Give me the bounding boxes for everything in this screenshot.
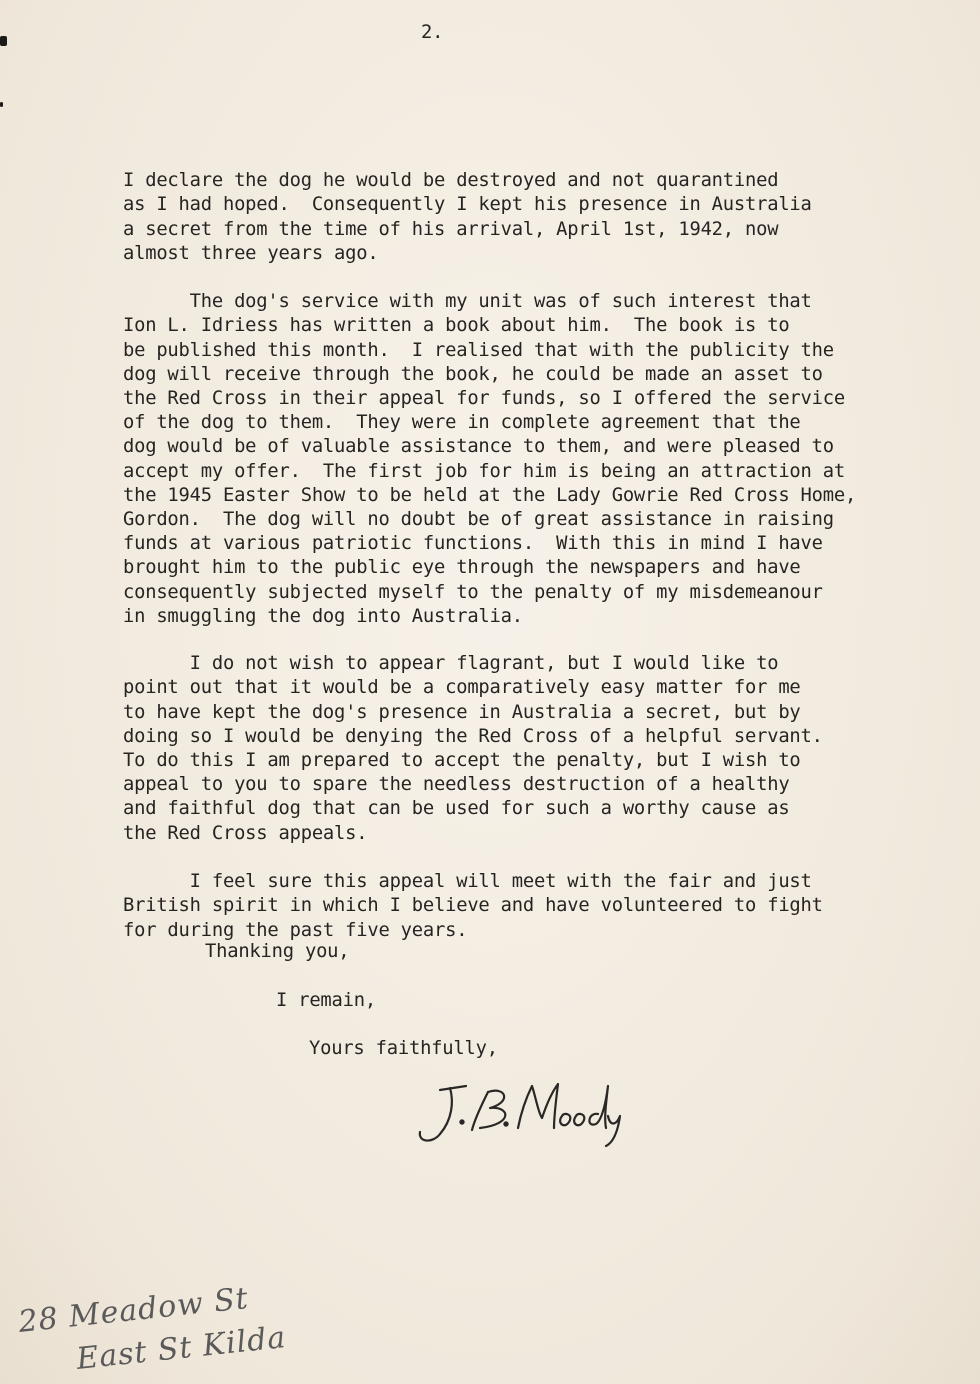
paragraph-3 [123, 628, 923, 846]
text-line: I declare the dog he would be destroyed and not quarantined [123, 170, 779, 192]
text-line: I feel sure this appeal will meet with the fair and just [123, 871, 812, 893]
text-line: be published this month. I realised that with the publicity the [123, 339, 834, 361]
closing-thanks: Thanking you, [205, 941, 350, 962]
text-line: a secret from the time of his arrival, April 1st, 1942, now [123, 218, 779, 240]
text-line: and faithful dog that can be used for such a worthy cause as [123, 798, 790, 820]
paragraph-4 [123, 846, 923, 943]
closing-yours: Yours faithfully, [309, 1038, 498, 1059]
text-line: as I had hoped. Consequently I kept his presence in Australia [123, 194, 812, 216]
edge-mark [0, 36, 7, 46]
closing-remain: I remain, [276, 990, 376, 1011]
text-line: almost three years ago. [123, 242, 379, 264]
page-number: 2. [421, 22, 444, 43]
text-line: of the dog to them. They were in complete agreement that the [123, 412, 801, 434]
text-line: Ion L. Idriess has written a book about him. The book is to [123, 315, 790, 337]
text-line: brought him to the public eye through the newspapers and have [123, 557, 801, 579]
text-line: I do not wish to appear flagrant, but I would like to [123, 653, 779, 675]
text-line: accept my offer. The first job for him is being an attraction at [123, 460, 845, 482]
text-line: The dog's service with my unit was of such interest that [123, 291, 812, 313]
text-line: consequently subjected myself to the penalty of my misdemeanour [123, 581, 823, 603]
address-line-2: East St Kilda [74, 1320, 288, 1377]
text-line: the Red Cross in their appeal for funds, so I offered the service [123, 388, 845, 410]
text-line: appeal to you to spare the needless destruction of a healthy [123, 774, 790, 796]
paragraph-2 [123, 266, 923, 629]
paragraph-1 [123, 145, 923, 266]
handwritten-address [16, 1281, 338, 1380]
address-line-1: 28 Meadow St [16, 1281, 251, 1340]
text-line: to have kept the dog's presence in Australia a secret, but by [123, 701, 801, 723]
text-line: British spirit in which I believe and have volunteered to fight [123, 895, 823, 917]
text-line: dog would be of valuable assistance to them, and were pleased to [123, 436, 834, 458]
text-line: the 1945 Easter Show to be held at the Lady Gowrie Red Cross Home, [123, 484, 857, 506]
text-line: doing so I would be denying the Red Cross of a helpful servant. [123, 725, 823, 747]
text-line: Gordon. The dog will no doubt be of great assistance in raising [123, 509, 834, 531]
text-line: the Red Cross appeals. [123, 822, 368, 844]
signature [410, 1072, 630, 1152]
text-line: To do this I am prepared to accept the penalty, but I wish to [123, 750, 801, 772]
text-line: in smuggling the dog into Australia. [123, 605, 523, 627]
text-line: point out that it would be a comparatively easy matter for me [123, 677, 801, 699]
edge-mark [0, 102, 3, 107]
text-line: dog will receive through the book, he could be made an asset to [123, 363, 823, 385]
text-line: funds at various patriotic functions. With this in mind I have [123, 533, 823, 555]
text-line: for during the past five years. [123, 919, 468, 941]
